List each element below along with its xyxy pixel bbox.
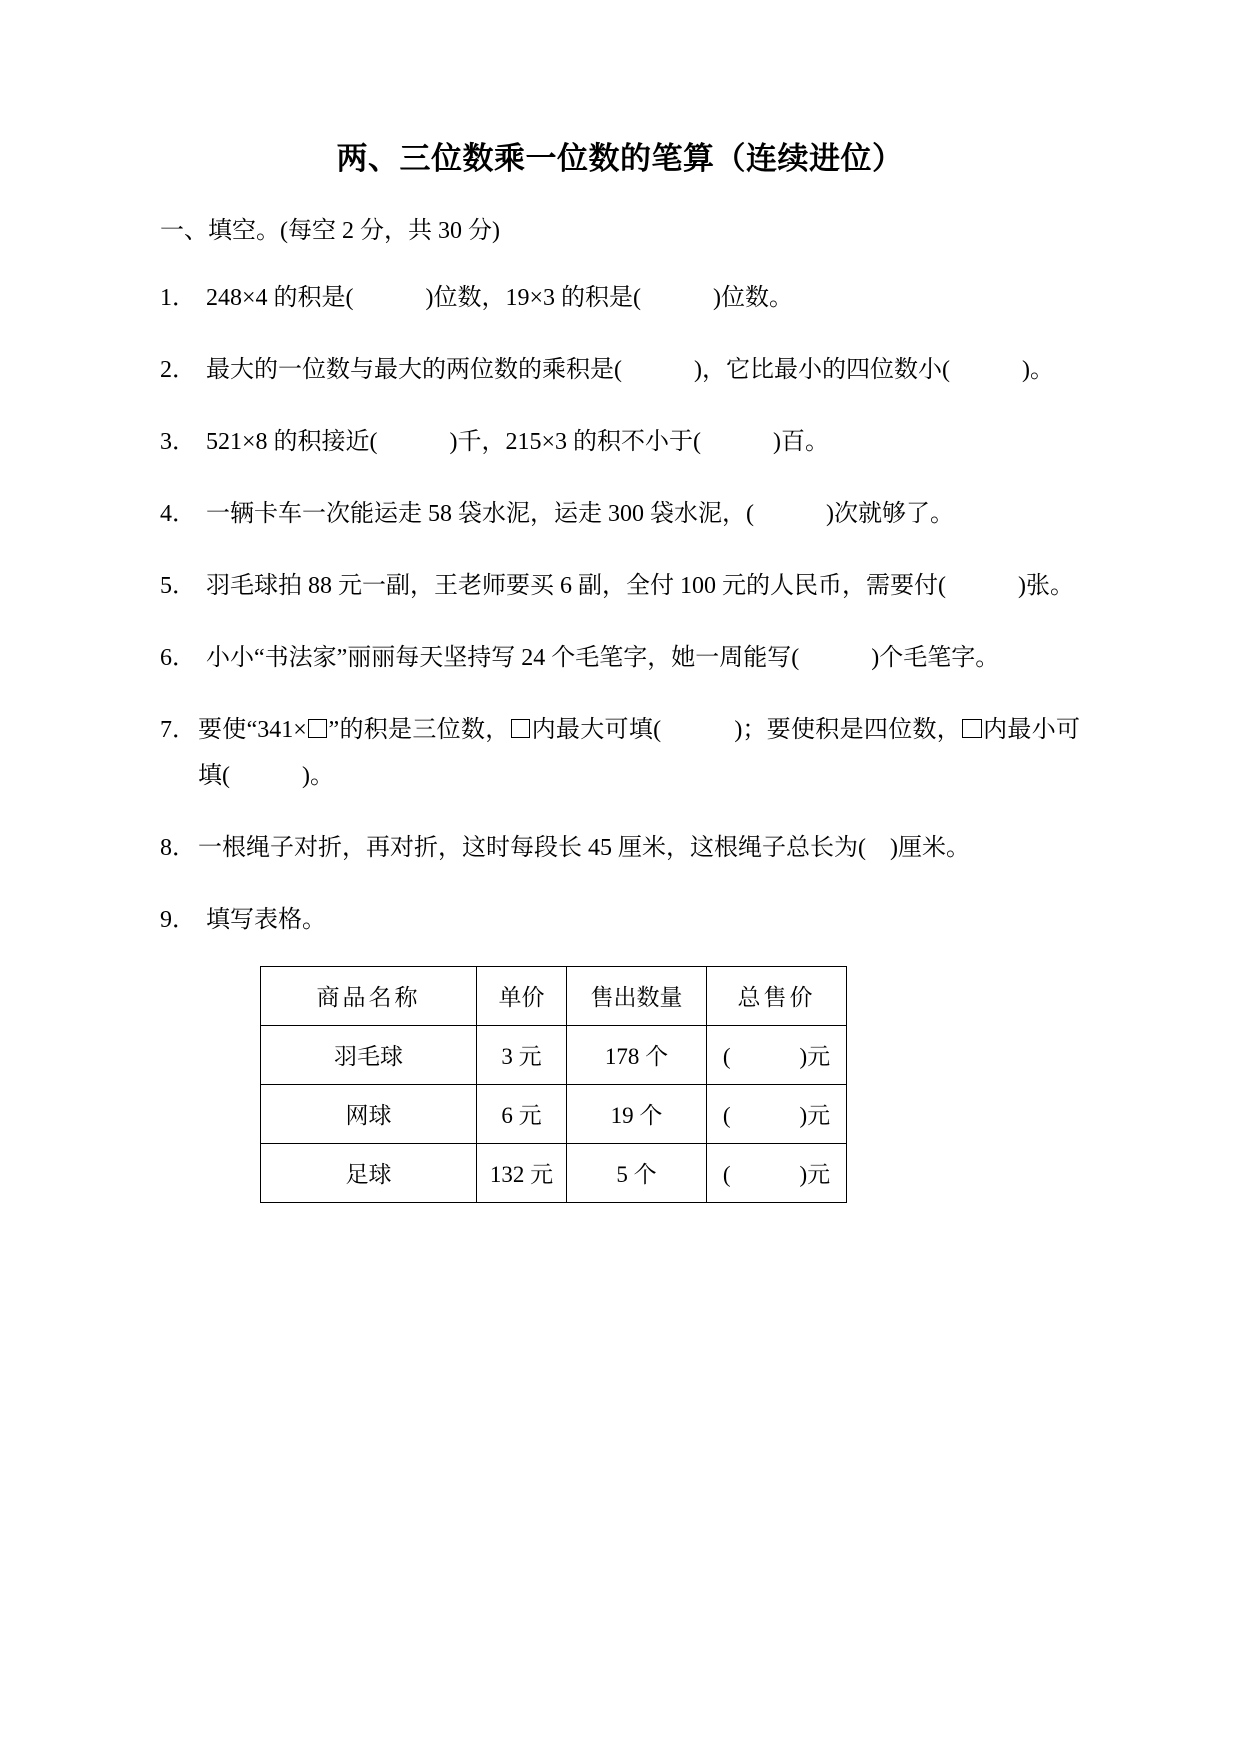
column-header-product-name: 商品名称 [261, 966, 477, 1025]
cell-total-price-blank[interactable]: ( )元 [707, 1084, 847, 1143]
question-number: 9． [160, 907, 196, 934]
cell-unit-price: 3 元 [477, 1025, 567, 1084]
column-header-quantity-sold: 售出数量 [567, 966, 707, 1025]
question-text: 填写表格。 [206, 907, 326, 934]
question-number: 7． [160, 717, 196, 744]
question-text: 要使“341× ”的积是三位数， 内最大可填( )；要使积是四位数， 内最小可填( )。 [198, 717, 1081, 790]
question-item-7 [160, 707, 1080, 799]
cell-quantity: 19 个 [567, 1084, 707, 1143]
question-item-4 [160, 491, 1080, 537]
cell-unit-price: 132 元 [477, 1143, 567, 1202]
question-number: 8． [160, 835, 196, 862]
table-row [261, 1084, 847, 1143]
question-item-5 [160, 563, 1080, 609]
question-text: 521×8 的积接近( )千，215×3 的积不小于( )百。 [206, 428, 830, 455]
question-item-3 [160, 419, 1080, 465]
cell-quantity: 178 个 [567, 1025, 707, 1084]
column-header-unit-price: 单价 [477, 966, 567, 1025]
table-header [261, 966, 847, 1025]
empty-box-icon [962, 719, 982, 739]
table-row [261, 1025, 847, 1084]
question-text: 248×4 的积是( )位数，19×3 的积是( )位数。 [206, 284, 794, 311]
question-item-2 [160, 347, 1080, 393]
goods-table-container [160, 966, 1080, 1203]
column-header-total-price: 总售价 [707, 966, 847, 1025]
question-text: 一辆卡车一次能运走 58 袋水泥，运走 300 袋水泥，( )次就够了。 [206, 500, 954, 527]
question-item-8 [160, 825, 1080, 871]
question-number: 6． [160, 645, 196, 672]
question-item-6 [160, 635, 1080, 681]
page-title: 两、三位数乘一位数的笔算（连续进位） [336, 141, 904, 177]
question-number: 2． [160, 356, 196, 383]
question-item-1 [160, 275, 1080, 321]
question-text: 羽毛球拍 88 元一副，王老师要买 6 副，全付 100 元的人民币，需要付( )张。 [206, 573, 1074, 600]
question-text: 最大的一位数与最大的两位数的乘积是( )，它比最小的四位数小( )。 [206, 356, 1054, 383]
question-number: 4． [160, 500, 196, 527]
cell-product-name: 网球 [261, 1084, 477, 1143]
cell-total-price-blank[interactable]: ( )元 [707, 1025, 847, 1084]
question-number: 1． [160, 284, 196, 311]
question-item-9 [160, 897, 1080, 943]
cell-unit-price: 6 元 [477, 1084, 567, 1143]
cell-quantity: 5 个 [567, 1143, 707, 1202]
table-header-row [261, 966, 847, 1025]
goods-table [260, 966, 847, 1203]
question-list [160, 275, 1080, 944]
question-number: 5． [160, 573, 196, 600]
table-body [261, 1025, 847, 1202]
table-row [261, 1143, 847, 1202]
cell-product-name: 羽毛球 [261, 1025, 477, 1084]
empty-box-icon [511, 719, 531, 739]
section-heading-fill-in-blanks: 一、填空。(每空 2 分，共 30 分) [160, 217, 500, 244]
cell-total-price-blank[interactable]: ( )元 [707, 1143, 847, 1202]
question-text: 一根绳子对折，再对折，这时每段长 45 厘米，这根绳子总长为( )厘米。 [198, 835, 970, 862]
question-text: 小小“书法家”丽丽每天坚持写 24 个毛笔字，她一周能写( )个毛笔字。 [206, 645, 1000, 672]
question-number: 3． [160, 428, 196, 455]
cell-product-name: 足球 [261, 1143, 477, 1202]
empty-box-icon [308, 719, 328, 739]
